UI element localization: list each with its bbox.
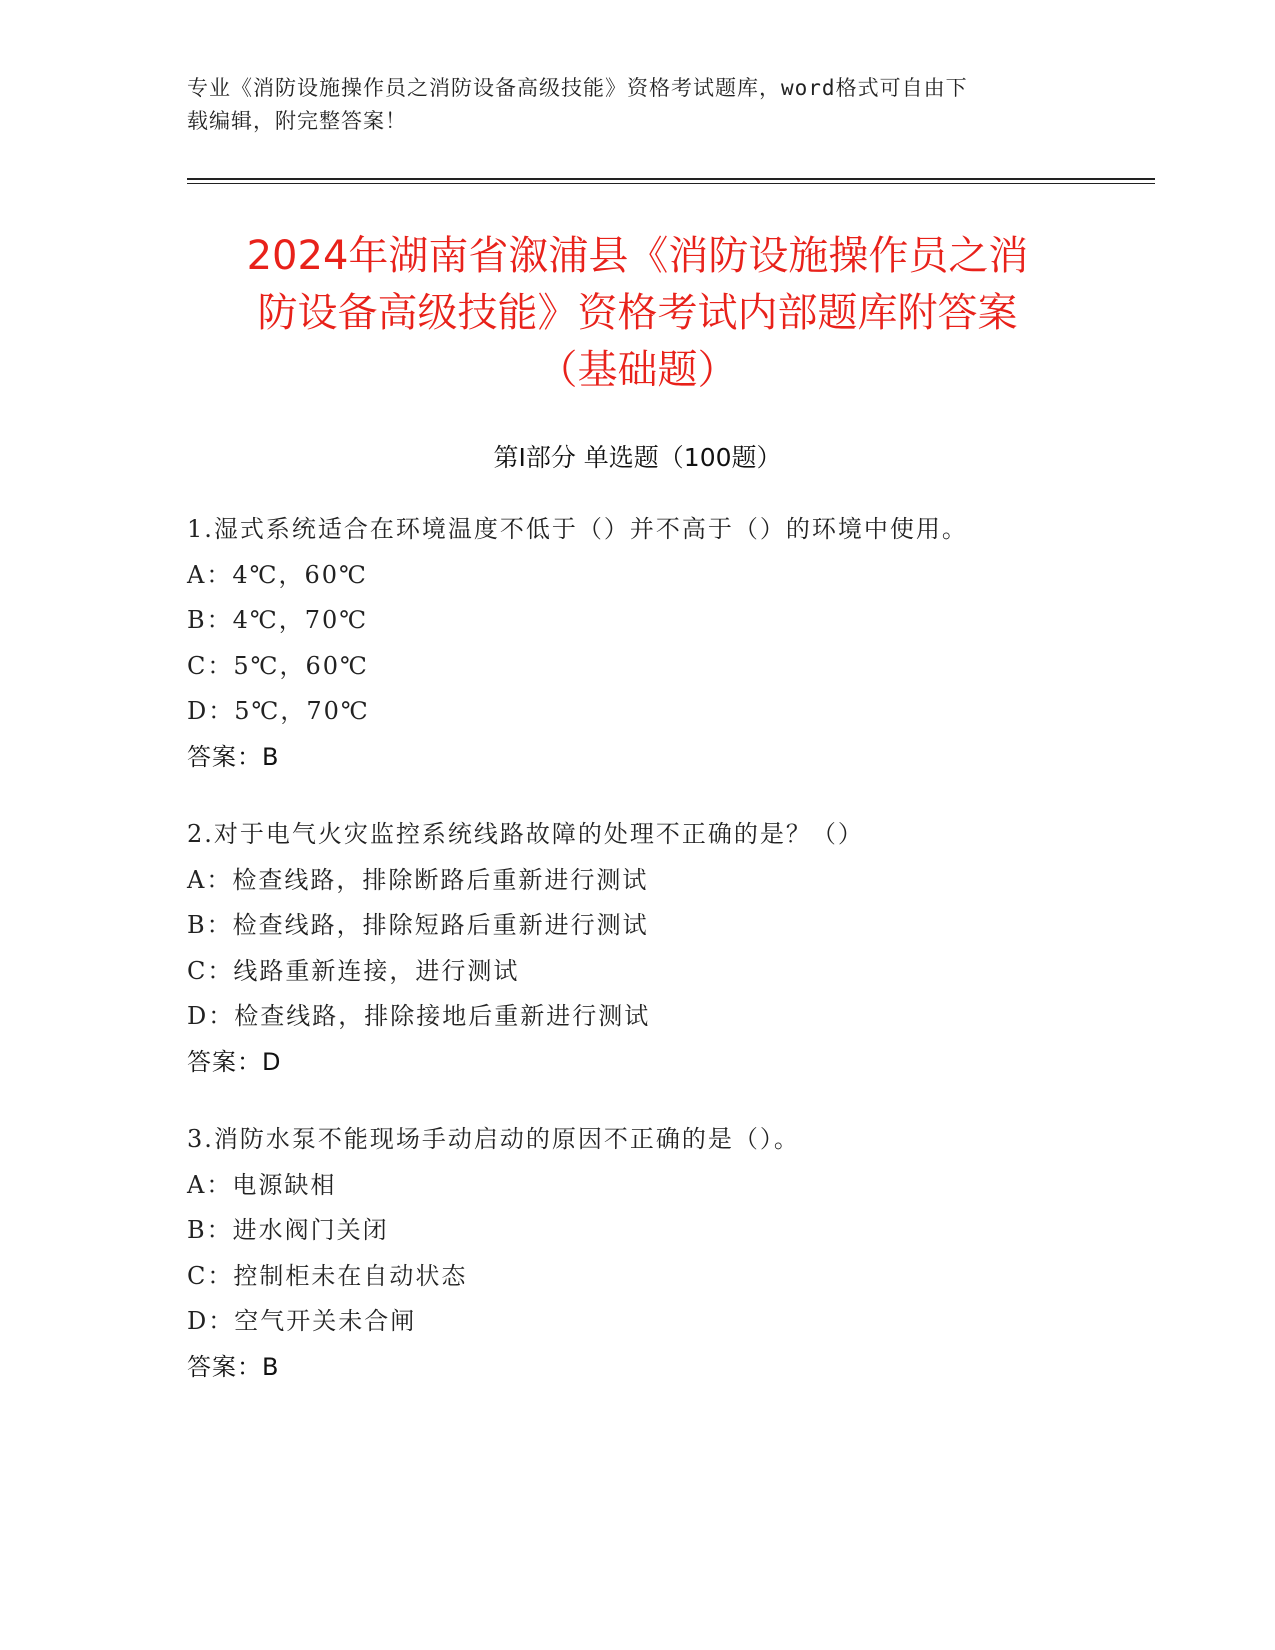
document-title-line-1: 2024年湖南省溆浦县《消防设施操作员之消: [246, 233, 1029, 279]
question-3: [187, 1117, 1147, 1390]
answer: 答案：D: [187, 1047, 282, 1076]
header-note: [187, 72, 1087, 138]
answer: 答案：B: [187, 1352, 280, 1381]
option-d: D：空气开关未合闸: [187, 1307, 417, 1335]
option-a: A：4℃，60℃: [187, 560, 368, 589]
option-c: C：控制柜未在自动状态: [187, 1261, 468, 1290]
option-c: C：线路重新连接，进行测试: [187, 956, 520, 985]
option-a: A：检查线路，排除断路后重新进行测试: [187, 865, 649, 894]
option-b: B：检查线路，排除短路后重新进行测试: [187, 911, 649, 939]
question-stem: 2.对于电气火灾监控系统线路故障的处理不正确的是？（）: [187, 820, 864, 848]
question-1: [187, 507, 1147, 780]
document-title: [170, 228, 1105, 399]
option-a: A：电源缺相: [187, 1170, 337, 1199]
header-note-line-2: 载编辑，附完整答案！: [187, 109, 407, 133]
option-d: D：检查线路，排除接地后重新进行测试: [187, 1002, 651, 1030]
answer: 答案：B: [187, 742, 280, 771]
document-title-line-2: 防设备高级技能》资格考试内部题库附答案: [257, 290, 1018, 336]
section-heading: 第Ⅰ部分 单选题（100题）: [493, 443, 782, 472]
header-divider-thick: [187, 178, 1155, 180]
option-d: D：5℃，70℃: [187, 697, 370, 725]
option-b: B：进水阀门关闭: [187, 1216, 389, 1244]
question-stem: 3.消防水泵不能现场手动启动的原因不正确的是（）。: [187, 1125, 800, 1153]
document-title-line-3: （基础题）: [537, 347, 738, 393]
header-note-line-1: 专业《消防设施操作员之消防设备高级技能》资格考试题库，word格式可自由下: [187, 76, 968, 100]
option-c: C：5℃，60℃: [187, 651, 369, 680]
header-divider-thin: [187, 183, 1155, 184]
question-2: [187, 812, 1147, 1085]
option-b: B：4℃，70℃: [187, 606, 369, 634]
question-stem: 1.湿式系统适合在环境温度不低于（）并不高于（）的环境中使用。: [187, 515, 968, 543]
